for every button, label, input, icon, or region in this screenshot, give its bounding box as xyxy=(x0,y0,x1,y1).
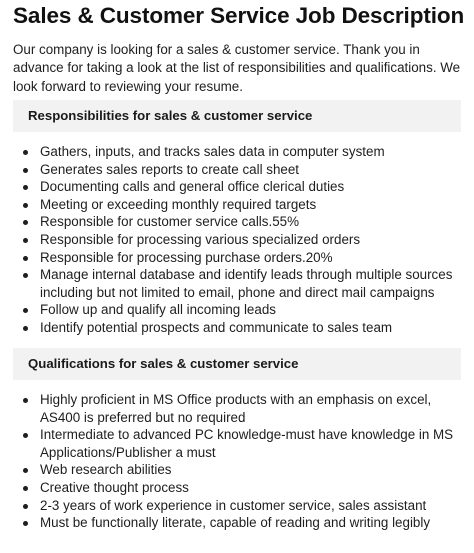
responsibility-item xyxy=(13,143,465,161)
qualifications-list xyxy=(13,391,465,532)
bullet-icon xyxy=(23,521,28,526)
list-item-text: Creative thought process xyxy=(40,479,189,495)
responsibility-item xyxy=(13,301,465,319)
responsibility-item xyxy=(13,266,465,301)
bullet-icon xyxy=(23,308,28,313)
responsibility-item xyxy=(13,196,465,214)
list-item-text: Responsible for processing purchase orders.20% xyxy=(40,249,333,265)
page-title: Sales & Customer Service Job Description xyxy=(13,3,465,28)
bullet-icon xyxy=(23,168,28,173)
list-item-text: Web research abilities xyxy=(40,462,172,478)
list-item-text: Documenting calls and general office clerical duties xyxy=(40,179,345,195)
list-item-text: Responsible for processing various specialized orders xyxy=(40,231,361,247)
bullet-icon xyxy=(23,203,28,208)
qualification-item xyxy=(13,514,465,532)
bullet-icon xyxy=(23,273,28,278)
list-item-text: Generates sales reports to create call sheet xyxy=(40,161,300,177)
list-item-text: Identify potential prospects and communicate to sales team xyxy=(40,319,393,335)
list-item-text: Manage internal database and identify leads through multiple sources including but not limited to email, phone and direct mail campaigns xyxy=(40,267,453,300)
list-item-text: Highly proficient in MS Office products with an emphasis on excel, AS400 is preferred but no required xyxy=(40,392,432,425)
responsibility-item xyxy=(13,178,465,196)
bullet-icon xyxy=(23,238,28,243)
bullet-icon xyxy=(23,150,28,155)
bullet-icon xyxy=(23,220,28,225)
responsibility-item xyxy=(13,161,465,179)
list-item-text: Follow up and qualify all incoming leads xyxy=(40,302,276,318)
bullet-icon xyxy=(23,326,28,331)
qualifications-heading: Qualifications for sales & customer service xyxy=(13,348,461,380)
bullet-icon xyxy=(23,185,28,190)
responsibility-item xyxy=(13,231,465,249)
bullet-icon xyxy=(23,256,28,261)
list-item-text: 2-3 years of work experience in customer service, sales assistant xyxy=(40,497,427,513)
intro-paragraph: Our company is looking for a sales & customer service. Thank you in advance for taking a look at the list of responsibilities and qualifications. We look forward to reviewing your resume. xyxy=(13,42,461,94)
bullet-icon xyxy=(23,486,28,491)
list-item-text: Meeting or exceeding monthly required targets xyxy=(40,196,317,212)
responsibilities-list xyxy=(13,143,465,337)
bullet-icon xyxy=(23,468,28,473)
responsibility-item xyxy=(13,249,465,267)
qualification-item xyxy=(13,426,465,461)
responsibility-item xyxy=(13,213,465,231)
bullet-icon xyxy=(23,398,28,403)
responsibilities-heading: Responsibilities for sales & customer service xyxy=(13,100,461,132)
bullet-icon xyxy=(23,433,28,438)
qualification-item xyxy=(13,497,465,515)
list-item-text: Gathers, inputs, and tracks sales data in computer system xyxy=(40,144,385,159)
responsibility-item xyxy=(13,319,465,337)
list-item-text: Responsible for customer service calls.55% xyxy=(40,214,299,230)
list-item-text: Intermediate to advanced PC knowledge-must have knowledge in MS Applications/Publisher a must xyxy=(40,427,454,460)
qualification-item xyxy=(13,479,465,497)
qualification-item xyxy=(13,461,465,479)
qualification-item xyxy=(13,391,465,426)
list-item-text: Must be functionally literate, capable of reading and writing legibly xyxy=(40,515,431,531)
bullet-icon xyxy=(23,504,28,509)
